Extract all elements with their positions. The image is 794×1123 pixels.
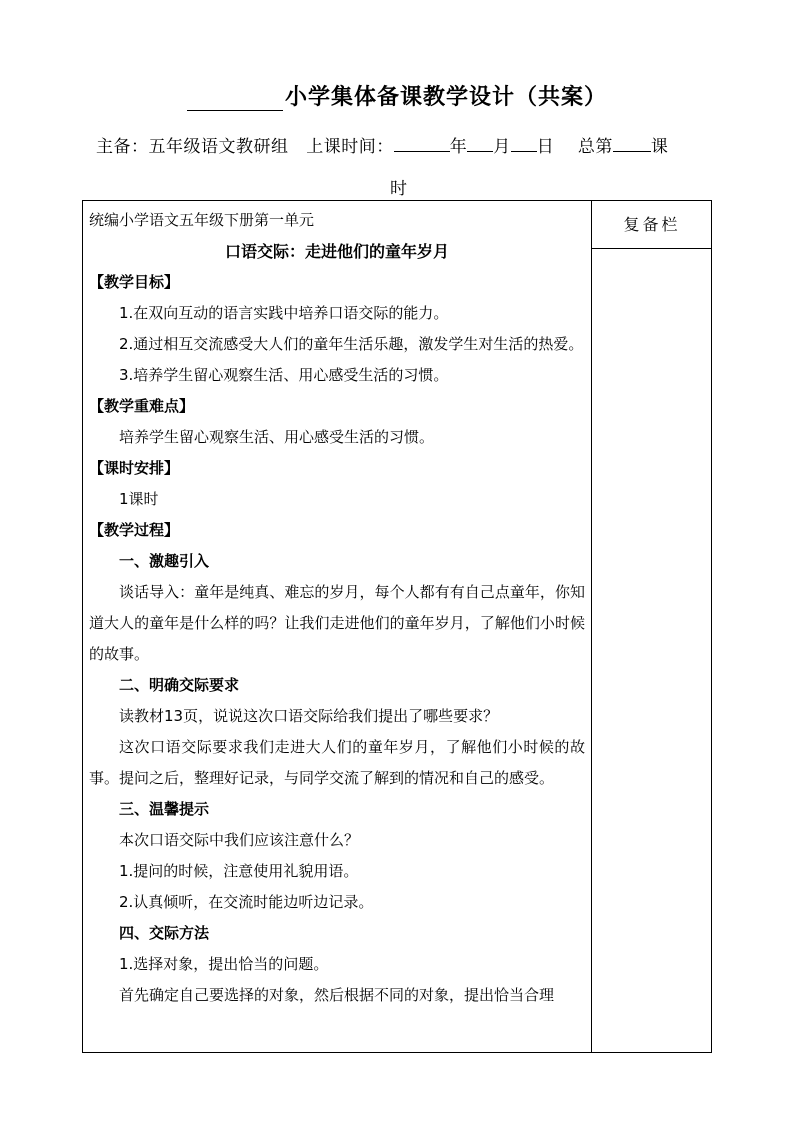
step4-item: 1.选择对象，提出恰当的问题。 [119, 955, 329, 973]
total-suffix-a: 课 [650, 137, 669, 157]
process-heading: 【教学过程】 [89, 521, 180, 539]
schedule-text: 1课时 [119, 490, 159, 508]
document-title [0, 80, 794, 111]
step4-heading: 四、交际方法 [119, 924, 210, 942]
day-label: 日 [536, 137, 555, 157]
review-column-header: 复备栏 [592, 201, 712, 249]
step2-text: 读教材13页，说说这次口语交际给我们提出了哪些要求？ [119, 707, 499, 725]
host-label: 主备：五年级语文教研组 [96, 137, 289, 157]
goals-heading: 【教学目标】 [89, 273, 180, 291]
total-suffix-b: 时 [390, 179, 408, 199]
step1-heading: 一、激趣引入 [119, 552, 210, 570]
book-info: 统编小学语文五年级下册第一单元 [89, 211, 315, 229]
year-label: 年 [449, 137, 468, 157]
month-label: 月 [493, 137, 511, 157]
step2-heading: 二、明确交际要求 [119, 676, 240, 694]
step3-item: 2.认真倾听，在交流时能边听边记录。 [119, 893, 374, 911]
review-column [591, 201, 712, 1052]
key-points-heading: 【教学重难点】 [89, 397, 195, 415]
total-prefix: 总第 [577, 137, 613, 157]
goal-item: 2.通过相互交流感受大人们的童年生活乐趣，激发学生对生活的热爱。 [119, 335, 584, 353]
day-blank [511, 133, 537, 152]
lesson-table [82, 200, 712, 1053]
key-points-text: 培养学生留心观察生活、用心感受生活的习惯。 [119, 428, 435, 446]
lesson-info-line [96, 126, 706, 210]
document-title-text: 小学集体备课教学设计（共案） [284, 85, 607, 110]
step3-text: 本次口语交际中我们应该注意什么？ [119, 831, 360, 849]
step3-heading: 三、温馨提示 [119, 800, 210, 818]
step3-item: 1.提问的时候，注意使用礼貌用语。 [119, 862, 359, 880]
step4-text: 首先确定自己要选择的对象，然后根据不同的对象，提出恰当合理 [119, 986, 555, 1004]
total-blank [613, 133, 651, 152]
month-blank [467, 133, 493, 152]
lesson-content-cell [83, 201, 591, 1052]
step2-text: 这次口语交际要求我们走进大人们的童年岁月，了解他们小时候的故事。提问之后，整理好记录，与同学交流了解到的情况和自己的感受。 [89, 738, 585, 787]
time-label: 上课时间： [306, 137, 394, 157]
lesson-title: 口语交际：走进他们的童年岁月 [224, 242, 449, 261]
school-name-blank [187, 90, 283, 111]
goal-item: 1.在双向互动的语言实践中培养口语交际的能力。 [119, 304, 449, 322]
goal-item: 3.培养学生留心观察生活、用心感受生活的习惯。 [119, 366, 449, 384]
year-blank [394, 133, 450, 152]
schedule-heading: 【课时安排】 [89, 459, 180, 477]
step1-text: 谈话导入：童年是纯真、难忘的岁月，每个人都有有自己点童年，你知道大人的童年是什么样的吗？让我们走进他们的童年岁月，了解他们小时候的故事。 [89, 583, 585, 663]
